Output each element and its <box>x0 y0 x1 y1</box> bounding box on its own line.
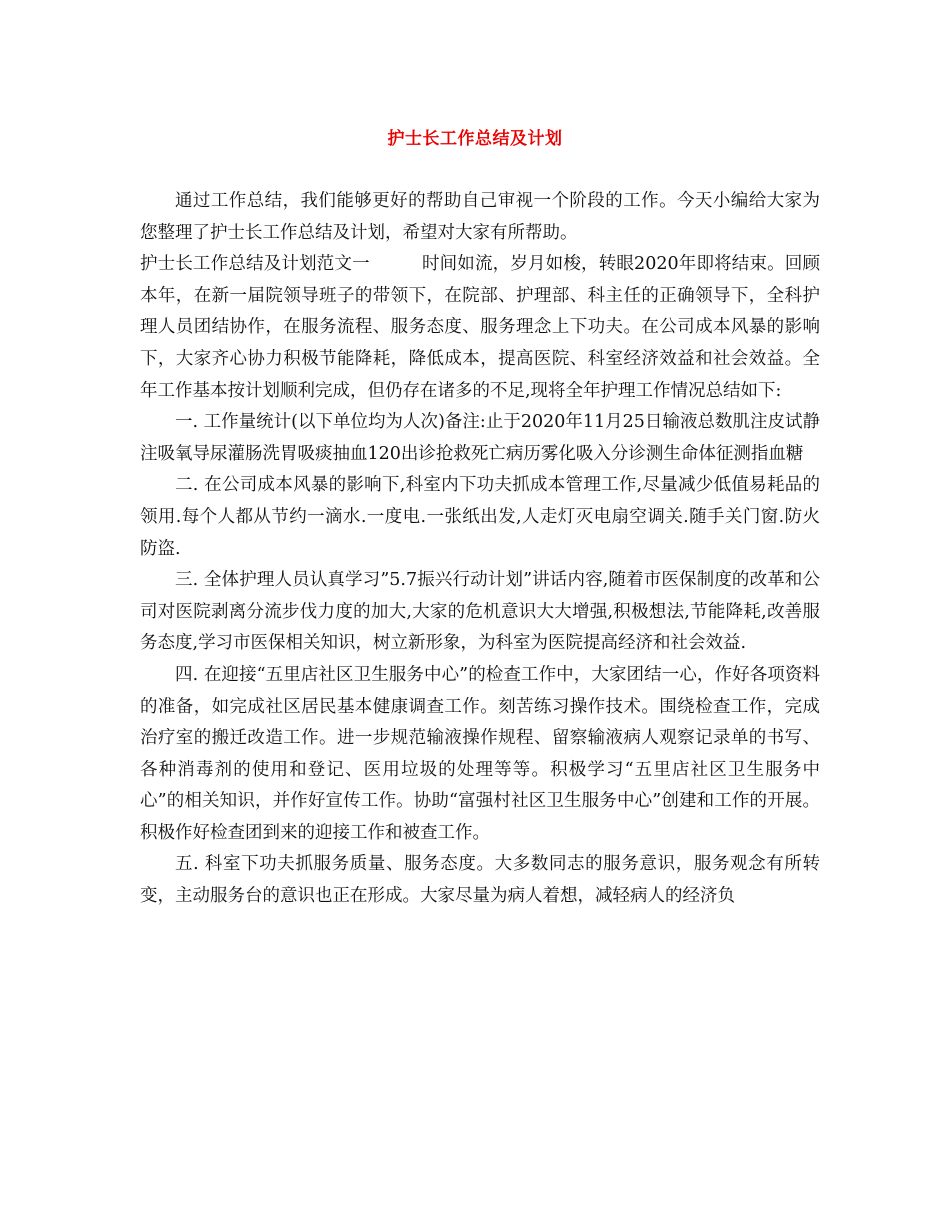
paragraph-item-5: 五. 科室下功夫抓服务质量、服务态度。大多数同志的服务意识，服务观念有所转变，主动服务台的意识也正在形成。大家尽量为病人着想，减轻病人的经济负 <box>140 854 820 907</box>
paragraph-item-2: 二. 在公司成本风暴的影响下,科室内下功夫抓成本管理工作,尽量减少低值易耗品的领用.每个人都从节约一滴水.一度电.一张纸出发,人走灯灭电扇空调关.随手关门窗.防火防盗. <box>140 475 820 559</box>
paragraph-item-1: 一. 工作量统计(以下单位均为人次)备注:止于2020年11月25日输液总数肌注皮试静注吸氧导尿灌肠洗胃吸痰抽血120出诊抢救死亡病历雾化吸入分诊测生命体征测指血糖 <box>140 412 820 464</box>
paragraph-sample <box>140 249 820 407</box>
sample-heading: 护士长工作总结及计划范文一 <box>140 254 370 275</box>
paragraph-item-3: 三. 全体护理人员认真学习”5.7振兴行动计划”讲话内容,随着市医保制度的改革和公司对医院剥离分流步伐力度的加大,大家的危机意识大大增强,积极想法,节能降耗,改善服务态度,学习市医保相关知识，树立新形象，为科室为医院提高经济和社会效益. <box>140 570 820 654</box>
paragraph-intro: 通过工作总结，我们能够更好的帮助自己审视一个阶段的工作。今天小编给大家为您整理了护士长工作总结及计划，希望对大家有所帮助。 <box>140 191 820 243</box>
document-title: 护士长工作总结及计划 <box>387 129 563 149</box>
document-body <box>140 186 820 913</box>
paragraph-item-4: 四. 在迎接“五里店社区卫生服务中心”的检查工作中，大家团结一心，作好各项资料的准备，如完成社区居民基本健康调查工作。刻苦练习操作技术。围绕检查工作，完成治疗室的搬迁改造工作。进一步规范输液操作规程、留察输液病人观察记录单的书写、各种消毒剂的使用和登记、医用垃圾的处理等等。积极学习“五里店社区卫生服务中心”的相关知识，并作好宣传工作。协助“富强村社区卫生服务中心”创建和工作的开展。积极作好检查团到来的迎接工作和被查工作。 <box>140 664 820 843</box>
sample-text: 时间如流，岁月如梭，转眼2020年即将结束。回顾本年，在新一届院领导班子的带领下，在院部、护理部、科主任的正确领导下，全科护理人员团结协作，在服务流程、服务态度、服务理念上下功夫。在公司成本风暴的影响下，大家齐心协力积极节能降耗，降低成本，提高医院、科室经济效益和社会效益。全年工作基本按计划顺利完成，但仍存在诸多的不足,现将全年护理工作情况总结如下: <box>140 254 820 401</box>
